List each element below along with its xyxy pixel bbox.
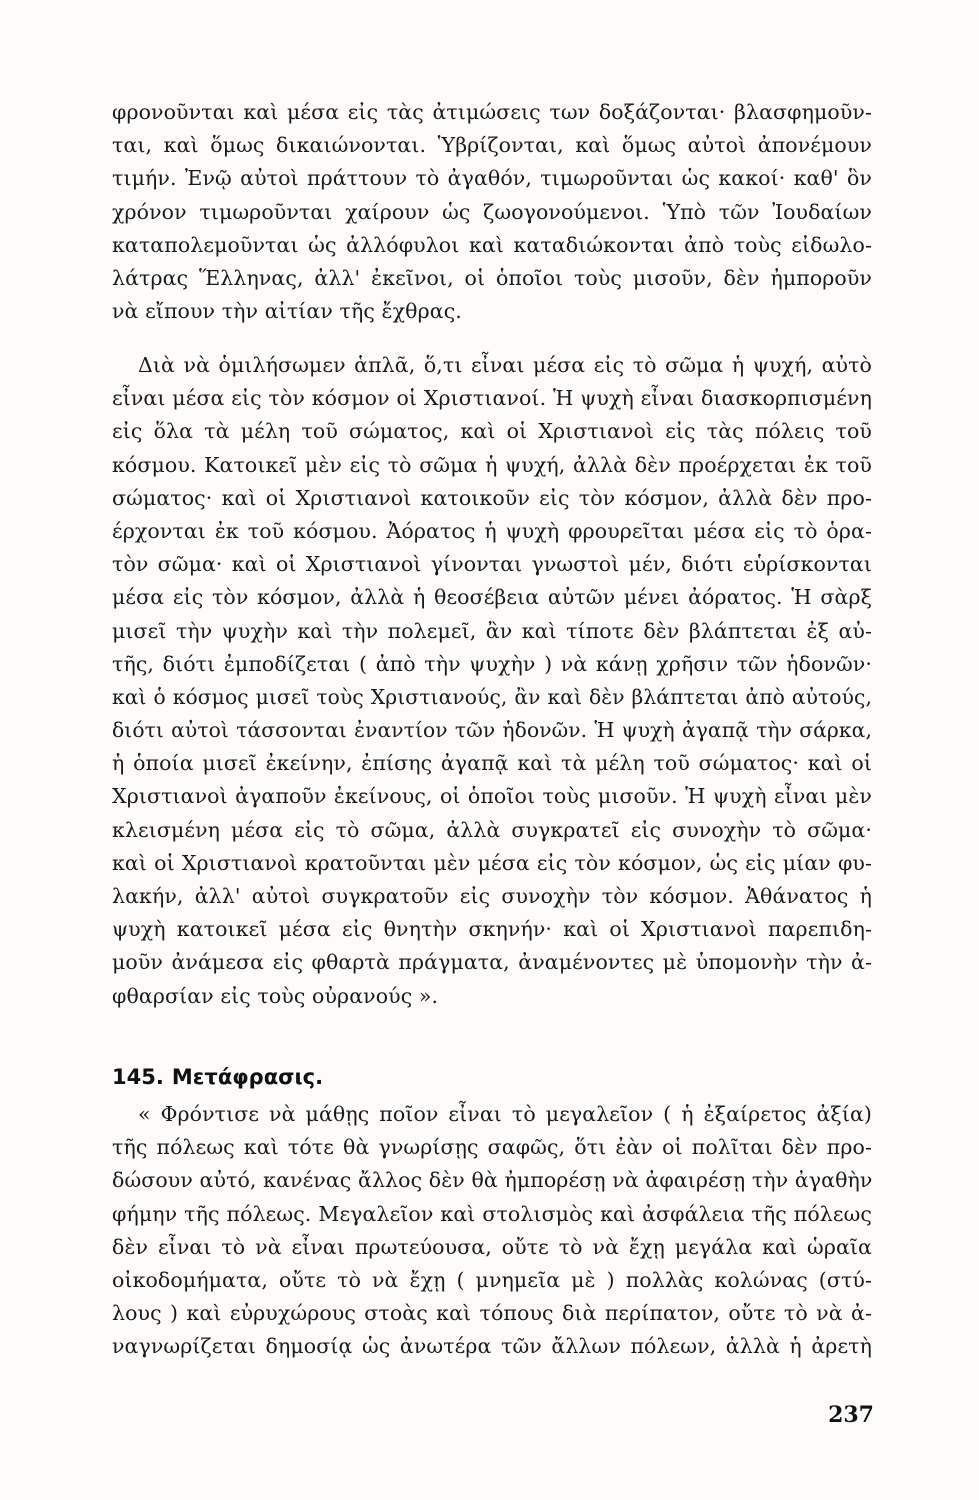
text-line: φρονοῦνται καὶ μέσα εἰς τὰς ἀτιμώσεις των δοξάζονται· βλασφημοῦν- [112,100,872,124]
section-number: 145. [112,1065,164,1089]
text-line: τῆς πόλεως καὶ τότε θὰ γνωρίσῃς σαφῶς, ὅτι ἐὰν οἱ πολῖται δὲν προ- [112,1135,872,1160]
text-line: φθαρσίαν εἰς τοὺς οὐρανούς ». [112,983,439,1008]
text-line: κλεισμένη μέσα εἰς τὸ σῶμα, ἀλλὰ συγκρατεῖ εἰς συνοχὴν τὸ σῶμα· [112,817,872,842]
text-line: τιμήν. Ἐνῷ αὐτοὶ πράττουν τὸ ἀγαθόν, τιμωροῦνται ὡς κακοί· καθ' ὃν [112,166,872,191]
text-line: δώσουν αὐτό, κανένας ἄλλος δὲν θὰ ἠμπορέσῃ νὰ ἀφαιρέσῃ τὴν ἀγαθὴν [112,1168,873,1193]
text-line: σώματος· καὶ οἱ Χριστιανοὶ κατοικοῦν εἰς τὸν κόσμον, ἀλλὰ δὲν προ- [112,485,872,510]
text-line: καὶ ὁ κόσμος μισεῖ τοὺς Χριστιανούς, ἂν καὶ δὲν βλάπτεται ἀπὸ αὐτούς, [112,684,872,709]
text-line: μέσα εἰς τὸν κόσμον, ἀλλὰ ἡ θεοσέβεια αὐτῶν μένει ἀόρατος. Ἡ σὰρξ [112,585,872,610]
text-line: λους ) καὶ εὐρυχώρους στοὰς καὶ τόπους διὰ περίπατον, οὔτε τὸ νὰ ἀ- [112,1301,872,1326]
text-line: χρόνον τιμωροῦνται χαίρουν ὡς ζωογονούμενοι. Ὑπὸ τῶν Ἰουδαίων [112,199,872,224]
text-line: μοῦν ἀνάμεσα εἰς φθαρτὰ πράγματα, ἀναμένοντες μὲ ὑπομονὴν τὴν ἀ- [112,950,872,975]
text-line: τὸν σῶμα· καὶ οἱ Χριστιανοὶ γίνονται γνωστοὶ μέν, διότι εὑρίσκονται [112,552,872,577]
text-line: ναγνωρίζεται δημοσίᾳ ὡς ἀνωτέρα τῶν ἄλλων πόλεων, ἀλλὰ ἡ ἀρετὴ [112,1334,872,1359]
text-line: εἶναι μέσα εἰς τὸν κόσμον οἱ Χριστιανοί. Ἡ ψυχὴ εἶναι διασκορπισμένη [112,386,872,411]
text-line: Χριστιανοὶ ἀγαποῦν ἐκείνους, οἱ ὁποῖοι τοὺς μισοῦν. Ἡ ψυχὴ εἶναι μὲν [112,784,872,809]
text-line: κόσμου. Κατοικεῖ μὲν εἰς τὸ σῶμα ἡ ψυχή, ἀλλὰ δὲν προέρχεται ἐκ τοῦ [112,452,872,477]
text-line: δὲν εἶναι τὸ νὰ εἶναι πρωτεύουσα, οὔτε τὸ νὰ ἔχῃ μεγάλα καὶ ὡραῖα [112,1234,872,1259]
text-line: λακήν, ἀλλ' αὐτοὶ συγκρατοῦν εἰς συνοχὴν τὸν κόσμον. Ἀθάνατος ἡ [112,884,872,908]
text-line: φήμην τῆς πόλεως. Μεγαλεῖον καὶ στολισμὸς καὶ ἀσφάλεια τῆς πόλεως [112,1201,872,1226]
text-line: νὰ εἴπουν τὴν αἰτίαν τῆς ἔχθρας. [112,299,462,324]
paragraph-1 [112,96,872,328]
paragraph-2 [112,349,872,1013]
paragraph-3 [112,1098,872,1364]
text-line: έρχονται ἐκ τοῦ κόσμου. Ἀόρατος ἡ ψυχὴ φρουρεῖται μέσα εἰς τὸ ὁρα- [112,518,872,543]
text-line: διότι αὐτοὶ τάσσονται ἐναντίον τῶν ἡδονῶν. Ἡ ψυχὴ ἀγαπᾷ τὴν σάρκα, [112,718,872,743]
text-line: ψυχὴ κατοικεῖ μέσα εἰς θνητὴν σκηνήν· καὶ οἱ Χριστιανοὶ παρεπιδη- [112,917,872,942]
text-line: ται, καὶ ὅμως δικαιώνονται. Ὑβρίζονται, καὶ ὅμως αὐτοὶ ἀπονέμουν [112,133,872,158]
text-line: ἡ ὁποία μισεῖ ἐκείνην, ἐπίσης ἀγαπᾷ καὶ τὰ μέλη τοῦ σώματος· καὶ οἱ [112,751,872,776]
section-title: Μετάφρασις. [171,1065,324,1089]
text-line: μισεῖ τὴν ψυχὴν καὶ τὴν πολεμεῖ, ἂν καὶ τίποτε δὲν βλάπτεται ἐξ αὐ- [112,618,872,643]
text-line: Διὰ νὰ ὁμιλήσωμεν ἁπλᾶ, ὅ,τι εἶναι μέσα εἰς τὸ σῶμα ἡ ψυχή, αὐτὸ [138,353,872,377]
text-line: τῆς, διότι ἐμποδίζεται ( ἀπὸ τὴν ψυχὴν ) νὰ κάνῃ χρῆσιν τῶν ἡδονῶν· [112,651,872,676]
text-line: οἰκοδομήματα, οὔτε τὸ νὰ ἔχῃ ( μνημεῖα μὲ ) πολλὰς κολώνας (στύ- [112,1267,872,1292]
text-line: εἰς ὅλα τὰ μέλη τοῦ σώματος, καὶ οἱ Χριστιανοὶ εἰς τὰς πόλεις τοῦ [112,419,872,444]
text-line: καὶ οἱ Χριστιανοὶ κρατοῦνται μὲν μέσα εἰς τὸν κόσμον, ὡς εἰς μίαν φυ- [112,850,872,875]
section-heading [112,1061,323,1094]
text-line: « Φρόντισε νὰ μάθῃς ποῖον εἶναι τὸ μεγαλεῖον ( ἡ ἐξαίρετος ἀξία) [138,1102,872,1126]
text-line: καταπολεμοῦνται ὡς ἀλλόφυλοι καὶ καταδιώκονται ἀπὸ τοὺς εἰδωλο- [112,232,872,257]
text-line: λάτρας Ἕλληνας, ἀλλ' ἐκεῖνοι, οἱ ὁποῖοι τοὺς μισοῦν, δὲν ἠμποροῦν [112,265,872,290]
page-number: 237 [828,1402,874,1428]
